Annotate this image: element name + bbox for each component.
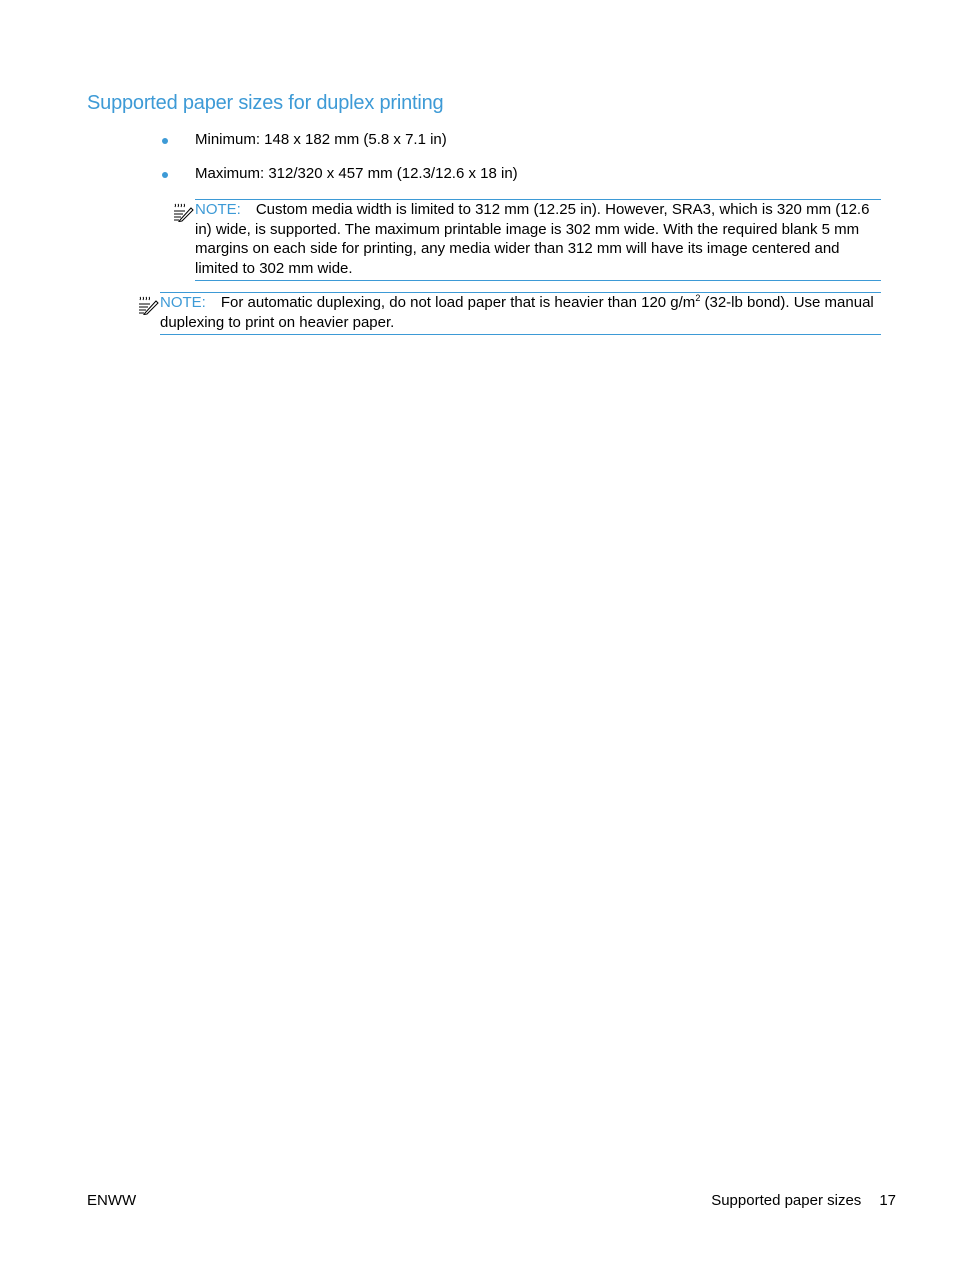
list-item-text: Maximum: 312/320 x 457 mm (12.3/12.6 x 18 in) (195, 165, 518, 182)
list-item (160, 130, 518, 164)
note-text: For automatic duplexing, do not load paper that is heavier than 120 g/m (220, 294, 696, 311)
footer-left: ENWW (87, 1192, 137, 1209)
note-text: Custom media width is limited to 312 mm (12.25 in). However, SRA3, which is 320 mm (12.6 in) wide, is supported. The maximum printable image is 302 mm wide. With the required blank 5 mm margins on each side for printing, any media wider than 312 mm will have its image centered and limited to 302 mm wide. (195, 201, 870, 277)
bullet-icon (162, 172, 168, 178)
bullet-list (160, 130, 518, 198)
footer-right (711, 1192, 896, 1209)
note-label: NOTE: (195, 201, 241, 218)
footer-section-name: Supported paper sizes (711, 1192, 862, 1209)
superscript: 2 (695, 293, 701, 303)
note-text-continued: (32-lb bond). Use manual duplexing to print on heavier paper. (160, 294, 874, 331)
list-item-text: Minimum: 148 x 182 mm (5.8 x 7.1 in) (195, 131, 447, 148)
note-pencil-icon (137, 295, 159, 315)
page-number: 17 (879, 1192, 896, 1209)
note-pencil-icon (172, 202, 194, 222)
note-box (195, 199, 881, 281)
bullet-icon (162, 138, 168, 144)
section-heading: Supported paper sizes for duplex printing (87, 92, 444, 114)
note-box (160, 292, 881, 335)
note-label: NOTE: (160, 294, 206, 311)
list-item (160, 164, 518, 198)
